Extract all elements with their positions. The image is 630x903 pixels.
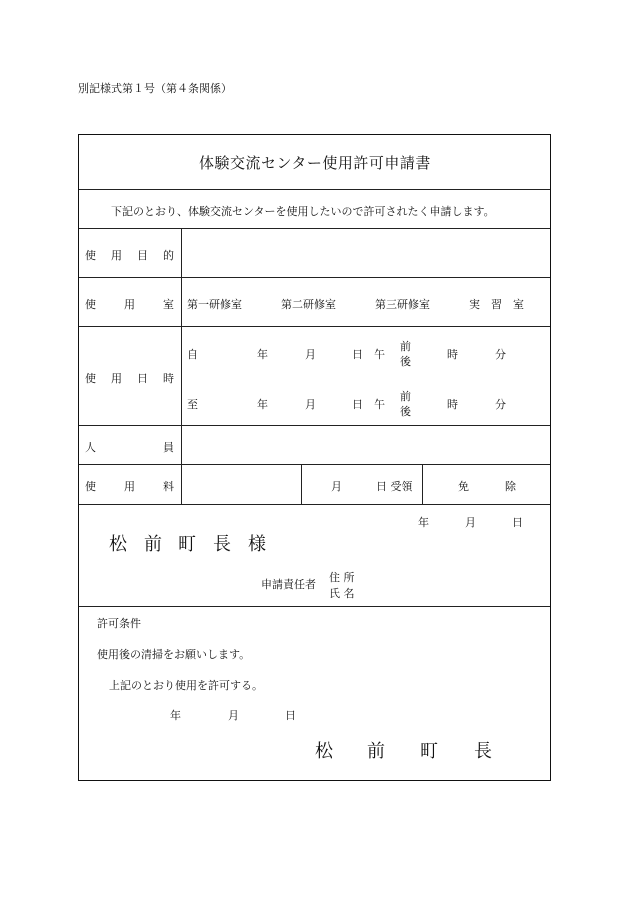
purpose-label-char: 使 (85, 249, 96, 262)
from-minute: 分 (495, 348, 506, 361)
room-label-char: 室 (163, 298, 174, 311)
to-ampm-am[interactable]: 前 (400, 390, 411, 403)
room-option-4-char[interactable]: 実 (469, 298, 480, 311)
fee-column-divider (301, 464, 302, 504)
application-date-month: 月 (465, 516, 476, 529)
permit-date-year: 年 (170, 709, 181, 722)
name-label: 氏 名 (329, 587, 355, 600)
datetime-label-char: 時 (163, 372, 174, 385)
signer-char: 長 (474, 741, 492, 762)
room-option-1[interactable]: 第一研修室 (187, 298, 242, 311)
datetime-label-char: 日 (137, 372, 148, 385)
from-prefix: 自 (187, 348, 198, 361)
fee-exempt-char[interactable]: 免 (458, 480, 469, 493)
people-label-char: 人 (85, 441, 96, 454)
fee-column-divider (422, 464, 423, 504)
addressee-char: 町 (178, 534, 196, 555)
divider (79, 228, 550, 229)
application-date-year: 年 (418, 516, 429, 529)
fee-month: 月 (331, 480, 342, 493)
approval-text: 上記のとおり使用を許可する。 (109, 679, 263, 692)
fee-label-char: 用 (124, 480, 135, 493)
addressee-char: 長 (213, 534, 231, 555)
signer-char: 町 (420, 741, 438, 762)
purpose-input[interactable] (183, 230, 549, 276)
addressee-char: 前 (144, 534, 162, 555)
room-option-4-char[interactable]: 習 (491, 298, 502, 311)
purpose-label-char: 目 (137, 249, 148, 262)
people-input[interactable] (183, 427, 549, 463)
label-column-divider (181, 228, 182, 504)
addressee-char: 様 (248, 534, 266, 555)
conditions-label: 許可条件 (97, 617, 141, 630)
room-label-char: 用 (124, 298, 135, 311)
datetime-label-char: 使 (85, 372, 96, 385)
address-label: 住 所 (329, 571, 355, 584)
to-month: 月 (305, 398, 316, 411)
applicant-label: 申請責任者 (261, 578, 316, 591)
purpose-label-char: 的 (163, 249, 174, 262)
divider (79, 606, 550, 607)
to-day: 日 (352, 398, 363, 411)
from-day: 日 (352, 348, 363, 361)
to-ampm-pm[interactable]: 後 (400, 405, 411, 418)
people-label-char: 員 (163, 441, 174, 454)
application-date-day: 日 (512, 516, 523, 529)
permit-date-day: 日 (285, 709, 296, 722)
from-gozen: 午 (374, 348, 385, 361)
purpose-label-char: 用 (111, 249, 122, 262)
to-hour: 時 (447, 398, 458, 411)
signer-char: 松 (315, 741, 333, 762)
from-month: 月 (305, 348, 316, 361)
from-ampm-pm[interactable]: 後 (400, 355, 411, 368)
room-option-2[interactable]: 第二研修室 (281, 298, 336, 311)
fee-label-char: 料 (163, 480, 174, 493)
permit-date-month: 月 (228, 709, 239, 722)
from-ampm-am[interactable]: 前 (400, 340, 411, 353)
to-prefix: 至 (187, 398, 198, 411)
fee-day-received: 日 受領 (376, 480, 413, 493)
fee-exempt-char[interactable]: 除 (505, 480, 516, 493)
divider (79, 326, 550, 327)
divider (79, 277, 550, 278)
fee-label-char: 使 (85, 480, 96, 493)
divider (79, 504, 550, 505)
divider (79, 189, 550, 190)
intro-text: 下記のとおり、体験交流センターを使用したいので許可されたく申請します。 (111, 205, 495, 218)
signer-char: 前 (367, 741, 385, 762)
fee-amount-input[interactable] (183, 466, 300, 502)
form-title: 体験交流センター使用許可申請書 (199, 154, 431, 172)
divider (79, 464, 550, 465)
from-year: 年 (257, 348, 268, 361)
datetime-label-char: 用 (111, 372, 122, 385)
room-option-3[interactable]: 第三研修室 (375, 298, 430, 311)
room-option-4-char[interactable]: 室 (513, 298, 524, 311)
to-year: 年 (257, 398, 268, 411)
form-number-note: 別記様式第１号（第４条関係） (78, 82, 232, 95)
to-minute: 分 (495, 398, 506, 411)
divider (79, 425, 550, 426)
addressee-char: 松 (109, 534, 127, 555)
room-label-char: 使 (85, 298, 96, 311)
to-gozen: 午 (374, 398, 385, 411)
condition-text: 使用後の清掃をお願いします。 (97, 648, 251, 661)
from-hour: 時 (447, 348, 458, 361)
